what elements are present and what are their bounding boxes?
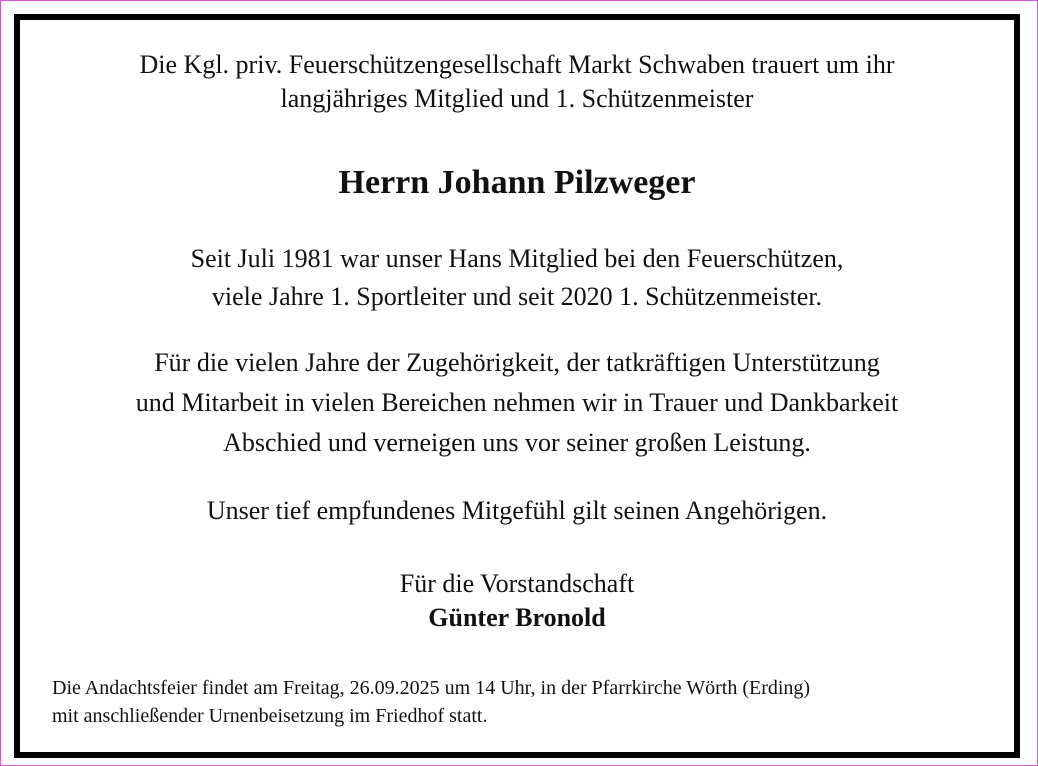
tribute-line: Abschied und verneigen uns vor seiner großen Leistung.	[223, 428, 811, 457]
ceremony-info	[52, 674, 1002, 730]
history-line: viele Jahre 1. Sportleiter und seit 2020 1. Schützenmeister.	[211, 282, 823, 311]
obituary-notice	[14, 14, 1020, 758]
intro-paragraph	[20, 48, 1014, 116]
history-paragraph	[20, 240, 1014, 316]
sympathy-line: Unser tief empfundenes Mitgefühl gilt seinen Angehörigen.	[206, 496, 828, 525]
tribute-paragraph	[20, 343, 1014, 463]
deceased-name: Herrn Johann Pilzweger	[338, 164, 696, 201]
intro-line: Die Kgl. priv. Feuerschützengesellschaft Markt Schwaben trauert um ihr	[139, 50, 895, 79]
history-line: Seit Juli 1981 war unser Hans Mitglied bei den Feuerschützen,	[190, 244, 844, 273]
ceremony-line: mit anschließender Urnenbeisetzung im Friedhof statt.	[52, 705, 488, 727]
tribute-line: Für die vielen Jahre der Zugehörigkeit, der tatkräftigen Unterstützung	[154, 348, 880, 377]
on-behalf-label: Für die Vorstandschaft	[399, 569, 635, 598]
intro-line: langjähriges Mitglied und 1. Schützenmeister	[280, 84, 754, 113]
ceremony-line: Die Andachtsfeier findet am Freitag, 26.09.2025 um 14 Uhr, in der Pfarrkirche Wörth (Erding)	[52, 677, 811, 699]
signature-block	[20, 567, 1014, 635]
tribute-line: und Mitarbeit in vielen Bereichen nehmen wir in Trauer und Dankbarkeit	[135, 388, 899, 417]
signer-name: Günter Bronold	[428, 603, 606, 632]
